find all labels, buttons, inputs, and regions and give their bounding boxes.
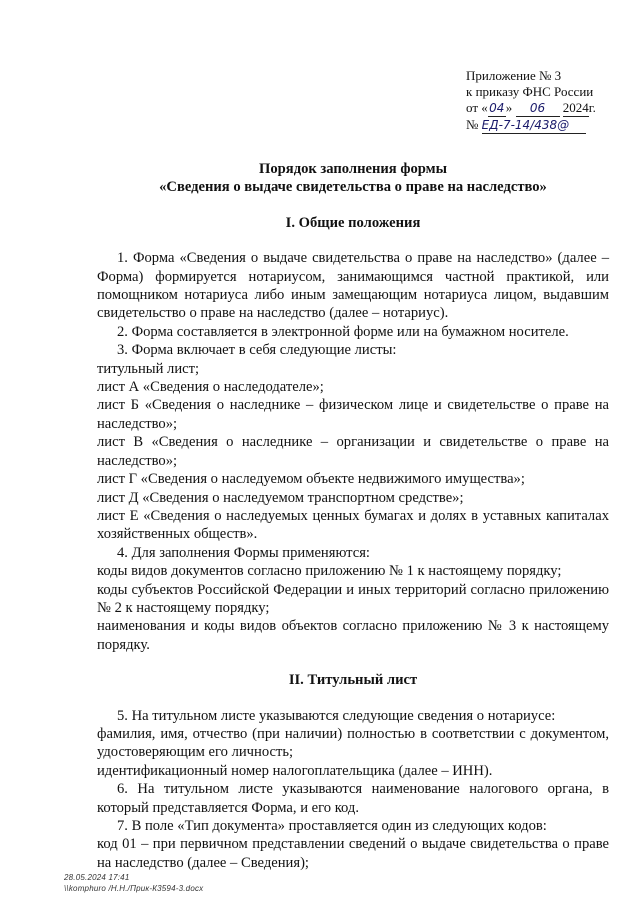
- paragraph: 6. На титульном листе указываются наименование налогового органа, в который представляется Форма, и его код.: [97, 781, 609, 816]
- appendix-number: [466, 117, 596, 134]
- list-item: коды субъектов Российской Федерации и иных территорий согласно приложению № 2 к настоящему порядку;: [97, 581, 609, 616]
- list-item: лист Г «Сведения о наследуемом объекте недвижимого имущества»;: [97, 471, 525, 488]
- list-item: лист Д «Сведения о наследуемом транспортном средстве»;: [97, 489, 464, 506]
- list-item: лист Б «Сведения о наследнике – физическом лице и свидетельстве о праве на наследство»;: [97, 397, 609, 432]
- list-item: лист Е «Сведения о наследуемых ценных бумагах и долях в уставных капиталах хозяйственных обществ».: [97, 507, 609, 543]
- footer-file-path: \\komphuro /Н.Н./Прик-К3594-3.docx: [64, 884, 204, 893]
- section-1-content: [97, 249, 609, 654]
- document-body: [97, 160, 609, 872]
- list-item: идентификационный номер налогоплательщика (далее – ИНН).: [97, 762, 493, 779]
- paragraph: 3. Форма включает в себя следующие листы:: [117, 342, 397, 359]
- date-prefix: от «: [466, 100, 488, 115]
- date-month: 06: [516, 100, 560, 117]
- date-mid: »: [505, 100, 513, 115]
- paragraph: 1. Форма «Сведения о выдаче свидетельства о праве на наследство» (далее – Форма) формируется нотариусом, занимающимся частной практикой, или помощником нотариуса либо иным замещающим нотариуса лицом, выдавшим свидетельство о праве на наследство (далее – нотариус).: [97, 250, 609, 322]
- paragraph: 5. На титульном листе указываются следующие сведения о нотариусе:: [117, 707, 556, 724]
- date-year: [563, 100, 589, 117]
- section-1-heading: I. Общие положения: [285, 214, 421, 231]
- list-item: лист А «Сведения о наследодателе»;: [97, 379, 324, 396]
- list-item: лист В «Сведения о наследнике – организации и свидетельстве о праве на наследство»;: [97, 434, 609, 469]
- list-item: коды видов документов согласно приложению № 1 к настоящему порядку;: [97, 563, 562, 580]
- file-footer: [64, 872, 203, 894]
- footer-timestamp: 28.05.2024 17:41: [64, 873, 130, 882]
- appendix-date: [466, 100, 596, 117]
- order-number: ЕД-7-14/438@: [482, 117, 586, 134]
- appendix-line-1: Приложение № 3: [466, 68, 562, 83]
- list-item: код 01 – при первичном представлении сведений о выдаче свидетельства о праве на наследство (далее – Сведения);: [97, 836, 609, 871]
- section-2-heading: II. Титульный лист: [288, 672, 418, 689]
- appendix-block: [466, 68, 596, 134]
- paragraph: 2. Форма составляется в электронной форме или на бумажном носителе.: [117, 323, 569, 340]
- list-item: титульный лист;: [97, 360, 200, 377]
- number-prefix: №: [466, 117, 479, 132]
- list-item: фамилия, имя, отчество (при наличии) полностью в соответствии с документом, удостоверяющим его личность;: [97, 725, 609, 761]
- appendix-line-2: к приказу ФНС России: [466, 84, 594, 99]
- section-2-content: [97, 707, 609, 873]
- list-item: наименования и коды видов объектов согласно приложению № 3 к настоящему порядку.: [97, 618, 609, 653]
- date-year-text: 2024: [562, 100, 589, 115]
- paragraph: 7. В поле «Тип документа» проставляется один из следующих кодов:: [117, 818, 547, 834]
- document-title-line-2: «Сведения о выдаче свидетельства о праве на наследство»: [159, 179, 547, 196]
- paragraph: 4. Для заполнения Формы применяются:: [117, 544, 370, 561]
- date-day: 04: [489, 101, 505, 115]
- document-title-line-1: Порядок заполнения формы: [259, 161, 447, 177]
- date-suffix: г.: [588, 100, 596, 115]
